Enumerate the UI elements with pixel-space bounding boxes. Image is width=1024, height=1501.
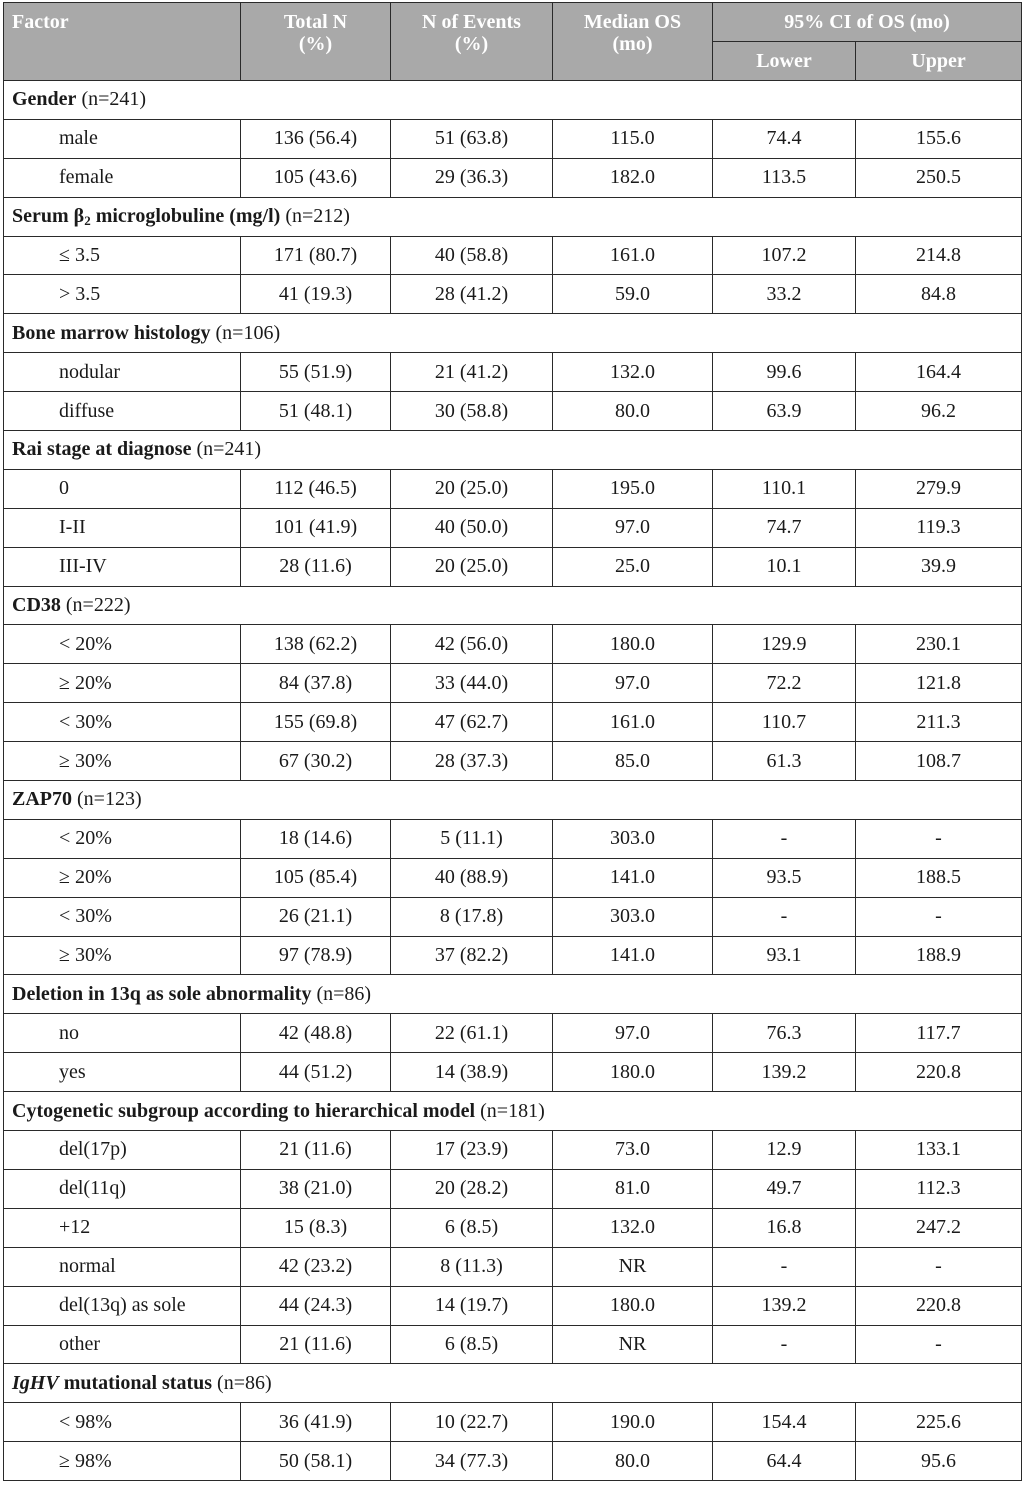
median-os-cell: 182.0: [553, 158, 713, 197]
group-label: Deletion in 13q as sole abnormality: [12, 982, 312, 1005]
table-row: [4, 508, 1022, 547]
header-ci-upper: Upper: [856, 42, 1022, 81]
n-events-cell: 8 (17.8): [391, 897, 553, 936]
n-events-cell: 29 (36.3): [391, 158, 553, 197]
factor-level: ≥ 98%: [4, 1442, 241, 1481]
ci-upper-cell: 188.5: [856, 858, 1022, 897]
header-factor: [4, 3, 241, 81]
group-count: (n=106): [210, 321, 281, 344]
ci-lower-cell: 139.2: [713, 1053, 856, 1092]
table-row: [4, 819, 1022, 858]
group-header: [4, 314, 1022, 353]
ci-upper-cell: 119.3: [856, 508, 1022, 547]
median-os-cell: 180.0: [553, 1053, 713, 1092]
n-events-cell: 40 (50.0): [391, 508, 553, 547]
n-events-cell: 37 (82.2): [391, 936, 553, 975]
table-row: [4, 858, 1022, 897]
factor-level: I-II: [4, 508, 241, 547]
ci-upper-cell: -: [856, 897, 1022, 936]
ci-upper-cell: 121.8: [856, 664, 1022, 703]
ci-upper-cell: 214.8: [856, 236, 1022, 275]
group-label-pre: Serum β: [12, 204, 85, 227]
group-header-row: [4, 975, 1022, 1014]
table-row: [4, 1325, 1022, 1364]
factor-level: < 30%: [4, 703, 241, 742]
ci-lower-cell: 12.9: [713, 1131, 856, 1170]
n-events-cell: 8 (11.3): [391, 1247, 553, 1286]
table-row: [4, 625, 1022, 664]
median-os-cell: 161.0: [553, 703, 713, 742]
total-n-cell: 155 (69.8): [241, 703, 391, 742]
total-n-cell: 18 (14.6): [241, 819, 391, 858]
group-label: Gender: [12, 88, 77, 111]
median-os-cell: NR: [553, 1247, 713, 1286]
factor-level: < 98%: [4, 1403, 241, 1442]
total-n-cell: 51 (48.1): [241, 392, 391, 431]
median-os-cell: 73.0: [553, 1131, 713, 1170]
group-header-row: [4, 81, 1022, 120]
factor-level: ≤ 3.5: [4, 236, 241, 275]
n-events-cell: 5 (11.1): [391, 819, 553, 858]
n-events-cell: 28 (41.2): [391, 275, 553, 314]
ci-upper-cell: 39.9: [856, 547, 1022, 586]
group-header: [4, 781, 1022, 820]
ci-lower-cell: 74.4: [713, 119, 856, 158]
group-header-row: [4, 1364, 1022, 1403]
n-events-cell: 20 (25.0): [391, 469, 553, 508]
group-label-subscript: 2: [84, 212, 91, 228]
group-label: CD38: [12, 594, 61, 617]
table-row: [4, 1403, 1022, 1442]
group-header-row: [4, 197, 1022, 236]
ci-lower-cell: 76.3: [713, 1014, 856, 1053]
ci-upper-cell: 247.2: [856, 1208, 1022, 1247]
total-n-cell: 42 (48.8): [241, 1014, 391, 1053]
ci-upper-cell: 108.7: [856, 742, 1022, 781]
ci-upper-cell: 164.4: [856, 353, 1022, 392]
total-n-cell: 15 (8.3): [241, 1208, 391, 1247]
ci-lower-cell: 99.6: [713, 353, 856, 392]
ci-lower-cell: 49.7: [713, 1169, 856, 1208]
median-os-cell: 141.0: [553, 858, 713, 897]
ci-lower-cell: -: [713, 1247, 856, 1286]
table-row: [4, 275, 1022, 314]
ci-upper-cell: 225.6: [856, 1403, 1022, 1442]
median-os-cell: 180.0: [553, 625, 713, 664]
group-header: [4, 975, 1022, 1014]
ci-upper-cell: 220.8: [856, 1286, 1022, 1325]
n-events-cell: 17 (23.9): [391, 1131, 553, 1170]
n-events-cell: 6 (8.5): [391, 1208, 553, 1247]
total-n-cell: 50 (58.1): [241, 1442, 391, 1481]
n-events-cell: 28 (37.3): [391, 742, 553, 781]
ci-lower-cell: 61.3: [713, 742, 856, 781]
median-os-cell: 132.0: [553, 353, 713, 392]
median-os-cell: 80.0: [553, 1442, 713, 1481]
table-row: [4, 897, 1022, 936]
factor-level: del(11q): [4, 1169, 241, 1208]
n-events-cell: 47 (62.7): [391, 703, 553, 742]
factor-level: III-IV: [4, 547, 241, 586]
factor-level: < 20%: [4, 625, 241, 664]
ci-upper-cell: 230.1: [856, 625, 1022, 664]
group-label: Rai stage at diagnose: [12, 438, 192, 461]
group-label-post: microglobuline (mg/l): [90, 204, 281, 227]
ci-lower-cell: 72.2: [713, 664, 856, 703]
n-events-cell: 34 (77.3): [391, 1442, 553, 1481]
ci-lower-cell: 113.5: [713, 158, 856, 197]
ci-lower-cell: 154.4: [713, 1403, 856, 1442]
group-count: (n=241): [191, 438, 262, 461]
median-os-cell: 80.0: [553, 392, 713, 431]
total-n-cell: 28 (11.6): [241, 547, 391, 586]
ci-lower-cell: 16.8: [713, 1208, 856, 1247]
group-label: ZAP70: [12, 788, 72, 811]
ci-lower-cell: 63.9: [713, 392, 856, 431]
ci-lower-cell: -: [713, 1325, 856, 1364]
ci-lower-cell: -: [713, 819, 856, 858]
ci-upper-cell: 155.6: [856, 119, 1022, 158]
ci-lower-cell: 139.2: [713, 1286, 856, 1325]
total-n-cell: 44 (24.3): [241, 1286, 391, 1325]
table-row: [4, 703, 1022, 742]
table-header: [4, 3, 1022, 81]
group-count: (n=222): [60, 594, 131, 617]
median-os-cell: 59.0: [553, 275, 713, 314]
ci-upper-cell: 96.2: [856, 392, 1022, 431]
group-header: [4, 81, 1022, 120]
ci-upper-cell: 250.5: [856, 158, 1022, 197]
group-header: [4, 431, 1022, 470]
group-header-row: [4, 314, 1022, 353]
factor-level: ≥ 30%: [4, 742, 241, 781]
table-row: [4, 119, 1022, 158]
table-row: [4, 353, 1022, 392]
median-os-cell: 97.0: [553, 664, 713, 703]
ci-lower-cell: 110.1: [713, 469, 856, 508]
total-n-cell: 42 (23.2): [241, 1247, 391, 1286]
median-os-cell: 195.0: [553, 469, 713, 508]
group-header-row: [4, 586, 1022, 625]
ci-upper-cell: 112.3: [856, 1169, 1022, 1208]
median-os-cell: 161.0: [553, 236, 713, 275]
ci-upper-cell: 211.3: [856, 703, 1022, 742]
ci-lower-cell: 110.7: [713, 703, 856, 742]
n-events-cell: 42 (56.0): [391, 625, 553, 664]
table-row: [4, 469, 1022, 508]
factor-level: male: [4, 119, 241, 158]
header-n-events: [391, 3, 553, 81]
n-events-cell: 40 (58.8): [391, 236, 553, 275]
total-n-cell: 97 (78.9): [241, 936, 391, 975]
group-header-row: [4, 781, 1022, 820]
header-ci: [713, 3, 1022, 42]
ci-lower-cell: 107.2: [713, 236, 856, 275]
table-row: [4, 1014, 1022, 1053]
factor-level: > 3.5: [4, 275, 241, 314]
total-n-cell: 38 (21.0): [241, 1169, 391, 1208]
group-header: [4, 197, 1022, 236]
total-n-cell: 136 (56.4): [241, 119, 391, 158]
total-n-cell: 105 (43.6): [241, 158, 391, 197]
group-count: (n=241): [76, 88, 147, 111]
median-os-cell: 190.0: [553, 1403, 713, 1442]
total-n-cell: 21 (11.6): [241, 1131, 391, 1170]
n-events-cell: 22 (61.1): [391, 1014, 553, 1053]
median-os-cell: 97.0: [553, 508, 713, 547]
table-row: [4, 1442, 1022, 1481]
total-n-cell: 55 (51.9): [241, 353, 391, 392]
factor-level: no: [4, 1014, 241, 1053]
header-n-events-unit: (%): [454, 33, 489, 55]
n-events-cell: 33 (44.0): [391, 664, 553, 703]
group-label: mutational status: [58, 1371, 213, 1394]
factor-level: other: [4, 1325, 241, 1364]
table-row: [4, 664, 1022, 703]
total-n-cell: 21 (11.6): [241, 1325, 391, 1364]
ci-lower-cell: 10.1: [713, 547, 856, 586]
table-row: [4, 1053, 1022, 1092]
group-label: Bone marrow histology: [12, 321, 211, 344]
header-total-n-label: Total N: [283, 11, 348, 33]
table-row: [4, 392, 1022, 431]
header-ci-label: 95% CI of OS (mo): [784, 11, 950, 33]
factor-level: < 20%: [4, 819, 241, 858]
group-count: (n=86): [212, 1371, 272, 1394]
median-os-cell: 303.0: [553, 897, 713, 936]
table-row: [4, 236, 1022, 275]
header-median-os: [553, 3, 713, 81]
n-events-cell: 51 (63.8): [391, 119, 553, 158]
os-factor-table: [3, 2, 1022, 1481]
ci-upper-cell: 95.6: [856, 1442, 1022, 1481]
factor-level: ≥ 20%: [4, 664, 241, 703]
ci-upper-cell: 84.8: [856, 275, 1022, 314]
factor-level: +12: [4, 1208, 241, 1247]
median-os-cell: 141.0: [553, 936, 713, 975]
median-os-cell: 180.0: [553, 1286, 713, 1325]
table-row: [4, 742, 1022, 781]
ci-upper-cell: -: [856, 1325, 1022, 1364]
ci-lower-cell: 93.5: [713, 858, 856, 897]
median-os-cell: 25.0: [553, 547, 713, 586]
factor-level: 0: [4, 469, 241, 508]
total-n-cell: 138 (62.2): [241, 625, 391, 664]
n-events-cell: 21 (41.2): [391, 353, 553, 392]
table-body: [4, 81, 1022, 1481]
factor-level: diffuse: [4, 392, 241, 431]
median-os-cell: 303.0: [553, 819, 713, 858]
ci-lower-cell: 129.9: [713, 625, 856, 664]
total-n-cell: 26 (21.1): [241, 897, 391, 936]
table-row: [4, 1286, 1022, 1325]
table-row: [4, 547, 1022, 586]
n-events-cell: 10 (22.7): [391, 1403, 553, 1442]
header-median-os-unit: (mo): [612, 33, 653, 55]
factor-level: normal: [4, 1247, 241, 1286]
group-header: [4, 1092, 1022, 1131]
table-row: [4, 936, 1022, 975]
median-os-cell: 85.0: [553, 742, 713, 781]
factor-level: < 30%: [4, 897, 241, 936]
header-total-n: [241, 3, 391, 81]
factor-level: yes: [4, 1053, 241, 1092]
median-os-cell: 81.0: [553, 1169, 713, 1208]
n-events-cell: 14 (38.9): [391, 1053, 553, 1092]
ci-lower-cell: 64.4: [713, 1442, 856, 1481]
table-row: [4, 1169, 1022, 1208]
factor-level: del(17p): [4, 1131, 241, 1170]
ci-upper-cell: -: [856, 819, 1022, 858]
table-row: [4, 1247, 1022, 1286]
group-label: [12, 205, 280, 227]
header-n-events-label: N of Events: [422, 11, 521, 33]
factor-level: ≥ 20%: [4, 858, 241, 897]
table-row: [4, 1208, 1022, 1247]
n-events-cell: 14 (19.7): [391, 1286, 553, 1325]
n-events-cell: 40 (88.9): [391, 858, 553, 897]
ci-upper-cell: 220.8: [856, 1053, 1022, 1092]
median-os-cell: 115.0: [553, 119, 713, 158]
total-n-cell: 44 (51.2): [241, 1053, 391, 1092]
group-header: [4, 586, 1022, 625]
group-label-italic: IgHV: [12, 1371, 59, 1394]
ci-upper-cell: 188.9: [856, 936, 1022, 975]
ci-upper-cell: 117.7: [856, 1014, 1022, 1053]
ci-upper-cell: 279.9: [856, 469, 1022, 508]
n-events-cell: 30 (58.8): [391, 392, 553, 431]
table-row: [4, 1131, 1022, 1170]
header-factor-label: Factor: [12, 11, 69, 33]
median-os-cell: 132.0: [553, 1208, 713, 1247]
ci-upper-cell: 133.1: [856, 1131, 1022, 1170]
median-os-cell: NR: [553, 1325, 713, 1364]
total-n-cell: 101 (41.9): [241, 508, 391, 547]
n-events-cell: 6 (8.5): [391, 1325, 553, 1364]
header-total-n-unit: (%): [298, 33, 333, 55]
total-n-cell: 36 (41.9): [241, 1403, 391, 1442]
factor-level: female: [4, 158, 241, 197]
median-os-cell: 97.0: [553, 1014, 713, 1053]
group-header-row: [4, 431, 1022, 470]
total-n-cell: 84 (37.8): [241, 664, 391, 703]
header-median-os-label: Median OS: [583, 11, 682, 33]
total-n-cell: 67 (30.2): [241, 742, 391, 781]
group-header-row: [4, 1092, 1022, 1131]
table-row: [4, 158, 1022, 197]
group-count: (n=212): [280, 204, 350, 227]
group-header: [4, 1364, 1022, 1403]
total-n-cell: 112 (46.5): [241, 469, 391, 508]
n-events-cell: 20 (25.0): [391, 547, 553, 586]
factor-level: nodular: [4, 353, 241, 392]
header-ci-lower: Lower: [713, 42, 856, 81]
total-n-cell: 105 (85.4): [241, 858, 391, 897]
total-n-cell: 171 (80.7): [241, 236, 391, 275]
ci-lower-cell: 74.7: [713, 508, 856, 547]
group-count: (n=181): [475, 1099, 545, 1122]
n-events-cell: 20 (28.2): [391, 1169, 553, 1208]
group-count: (n=86): [311, 982, 372, 1005]
group-count: (n=123): [72, 788, 142, 811]
ci-lower-cell: -: [713, 897, 856, 936]
ci-upper-cell: -: [856, 1247, 1022, 1286]
factor-level: ≥ 30%: [4, 936, 241, 975]
factor-level: del(13q) as sole: [4, 1286, 241, 1325]
ci-lower-cell: 33.2: [713, 275, 856, 314]
total-n-cell: 41 (19.3): [241, 275, 391, 314]
ci-lower-cell: 93.1: [713, 936, 856, 975]
group-label: Cytogenetic subgroup according to hierarchical model: [12, 1099, 476, 1122]
